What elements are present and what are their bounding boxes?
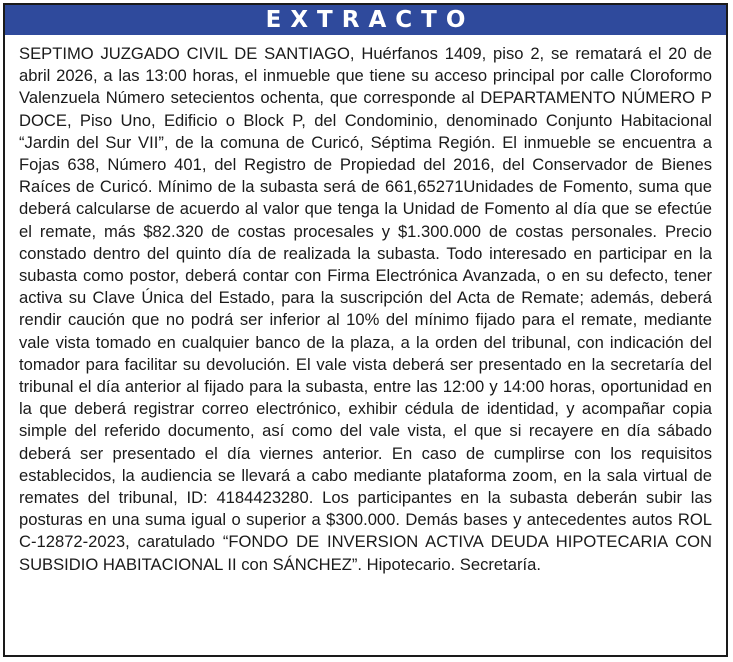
legal-notice-box [3, 3, 728, 657]
notice-header-band [5, 5, 726, 35]
notice-title: EXTRACTO [265, 7, 475, 33]
notice-body [19, 43, 712, 576]
notice-body-text: SEPTIMO JUZGADO CIVIL DE SANTIAGO, Huérfanos 1409, piso 2, se rematará el 20 de abril 2026, a las 13:00 horas, el inmueble que tiene su acceso principal por calle Cloroformo Valenzuela Número setecientos ochenta, que corresponde al DEPARTAMENTO NÚMERO P DOCE, Piso Uno, Edificio o Block P, del Condominio, denominado Conjunto Habitacional “Jardin del Sur VII”, de la comuna de Curicó, Séptima Región. El inmueble se encuentra a Fojas 638, Número 401, del Registro de Propiedad del 2016, del Conservador de Bienes Raíces de Curicó. Mínimo de la subasta será de 661,65271Unidades de Fomento, suma que deberá calcularse de acuerdo al valor que tenga la Unidad de Fomento al día que se efectúe el remate, más $82.320 de costas procesales y $1.300.000 de costas personales. Precio constado dentro del quinto día de realizada la subasta. Todo interesado en participar en la subasta como postor, deberá contar con Firma Electrónica Avanzada, o en su defecto, tener activa su Clave Única del Estado, para la suscripción del Acta de Remate; además, deberá rendir caución que no podrá ser inferior al 10% del mínimo fijado para el remate, mediante vale vista tomado en cualquier banco de la plaza, a la orden del tribunal, con indicación del tomador para facilitar su devolución. El vale vista deberá ser presentado en la secretaría del tribunal el día anterior al fijado para la subasta, entre las 12:00 y 14:00 horas, oportunidad en la que deberá registrar correo electrónico, exhibir cédula de identidad, y acompañar copia simple del referido documento, así como del vale vista, el que si recayere en día sábado deberá ser presentado el día viernes anterior. En caso de cumplirse con los requisitos establecidos, la audiencia se llevará a cabo mediante plataforma zoom, en la sala virtual de remates del tribunal, ID: 4184423280. Los participantes en la subasta deberán subir las posturas en una suma igual o superior a $300.000. Demás bases y antecedentes autos ROL C-12872-2023, caratulado “FONDO DE INVERSION ACTIVA DEUDA HIPOTECARIA CON SUBSIDIO HABITACIONAL II con SÁNCHEZ”. Hipotecario. Secretaría. [19, 44, 712, 574]
